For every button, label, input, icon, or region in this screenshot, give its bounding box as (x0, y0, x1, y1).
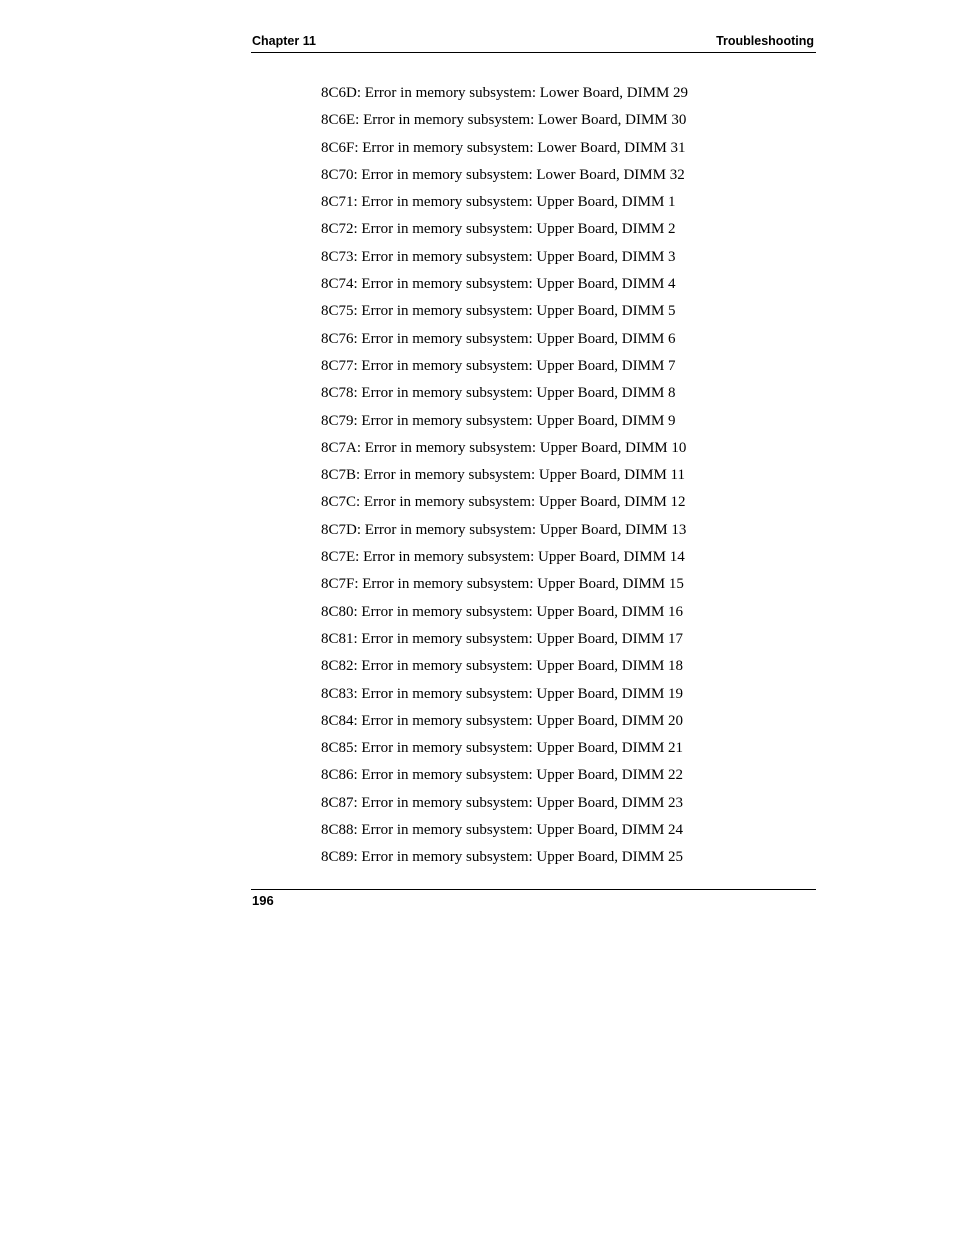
error-code-list (321, 82, 688, 874)
list-item: 8C78: Error in memory subsystem: Upper Board, DIMM 8 (321, 385, 676, 402)
list-item: 8C75: Error in memory subsystem: Upper Board, DIMM 5 (321, 303, 676, 320)
list-item: 8C7F: Error in memory subsystem: Upper Board, DIMM 15 (321, 576, 684, 593)
list-item: 8C6D: Error in memory subsystem: Lower Board, DIMM 29 (321, 85, 689, 101)
list-item: 8C7D: Error in memory subsystem: Upper Board, DIMM 13 (321, 521, 687, 538)
list-item: 8C6F: Error in memory subsystem: Lower Board, DIMM 31 (321, 139, 686, 156)
page-number: 196 (252, 893, 274, 908)
list-item: 8C7B: Error in memory subsystem: Upper Board, DIMM 11 (321, 467, 685, 484)
list-item: 8C82: Error in memory subsystem: Upper Board, DIMM 18 (321, 658, 684, 675)
list-item: 8C88: Error in memory subsystem: Upper Board, DIMM 24 (321, 822, 684, 839)
chapter-label: Chapter 11 (252, 34, 316, 48)
list-item: 8C89: Error in memory subsystem: Upper Board, DIMM 25 (321, 849, 684, 866)
list-item: 8C85: Error in memory subsystem: Upper Board, DIMM 21 (321, 740, 684, 757)
list-item: 8C86: Error in memory subsystem: Upper Board, DIMM 22 (321, 767, 684, 784)
section-title: Troubleshooting (716, 34, 814, 48)
list-item: 8C76: Error in memory subsystem: Upper Board, DIMM 6 (321, 330, 676, 347)
page-header (251, 33, 816, 53)
list-item: 8C74: Error in memory subsystem: Upper Board, DIMM 4 (321, 276, 676, 293)
list-item: 8C80: Error in memory subsystem: Upper Board, DIMM 16 (321, 603, 684, 620)
list-item: 8C83: Error in memory subsystem: Upper Board, DIMM 19 (321, 685, 684, 702)
list-item: 8C7C: Error in memory subsystem: Upper Board, DIMM 12 (321, 494, 686, 511)
list-item: 8C7E: Error in memory subsystem: Upper Board, DIMM 14 (321, 549, 685, 566)
page-footer (251, 889, 816, 908)
list-item: 8C77: Error in memory subsystem: Upper Board, DIMM 7 (321, 357, 676, 374)
list-item: 8C70: Error in memory subsystem: Lower Board, DIMM 32 (321, 166, 685, 183)
list-item: 8C6E: Error in memory subsystem: Lower Board, DIMM 30 (321, 112, 687, 129)
list-item: 8C87: Error in memory subsystem: Upper Board, DIMM 23 (321, 794, 684, 811)
list-item: 8C71: Error in memory subsystem: Upper Board, DIMM 1 (321, 194, 676, 211)
list-item: 8C72: Error in memory subsystem: Upper Board, DIMM 2 (321, 221, 676, 238)
list-item: 8C84: Error in memory subsystem: Upper Board, DIMM 20 (321, 712, 684, 729)
list-item: 8C79: Error in memory subsystem: Upper Board, DIMM 9 (321, 412, 676, 429)
list-item: 8C81: Error in memory subsystem: Upper Board, DIMM 17 (321, 630, 684, 647)
list-item: 8C73: Error in memory subsystem: Upper Board, DIMM 3 (321, 248, 676, 265)
list-item: 8C7A: Error in memory subsystem: Upper Board, DIMM 10 (321, 439, 687, 456)
